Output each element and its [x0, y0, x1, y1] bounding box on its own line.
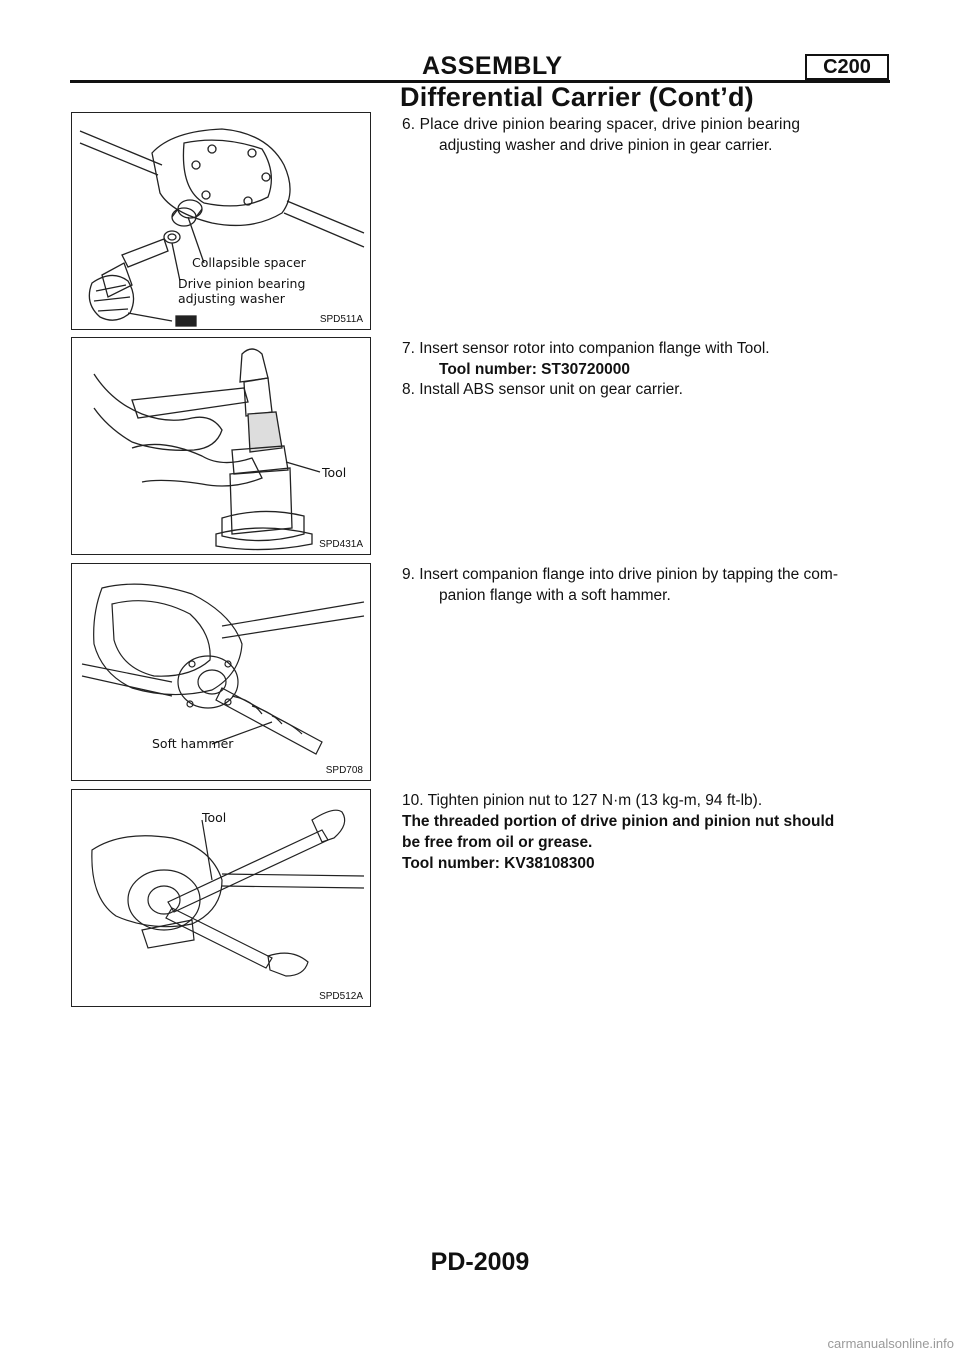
label-soft-hammer: Soft hammer [152, 736, 234, 751]
figure-spd511a [71, 112, 371, 330]
label-adjusting-washer: adjusting washer [178, 291, 285, 306]
step-9-line-1: 9. Insert companion flange into drive pinion by tapping the com- [402, 566, 838, 583]
step-8 [402, 379, 892, 400]
step-8-line-1: 8. Install ABS sensor unit on gear carrier. [402, 381, 683, 398]
label-tool: Tool [202, 810, 227, 825]
step-7-tool-number: Tool number: ST30720000 [439, 361, 630, 378]
step-6-line-2: adjusting washer and drive pinion in gear carrier. [439, 137, 773, 154]
step-10-tool-number: Tool number: KV38108300 [402, 855, 595, 872]
step-10-note-line-2: be free from oil or grease. [402, 834, 593, 851]
step-10 [402, 790, 892, 811]
label-collapsible-spacer: Collapsible spacer [192, 255, 306, 270]
step-9-line-2: panion flange with a soft hammer. [439, 587, 671, 604]
label-tool: Tool [322, 465, 347, 480]
page-header [0, 0, 960, 110]
sensor-rotor-tool-illustration [72, 338, 371, 555]
section-title: ASSEMBLY [422, 52, 563, 80]
figure-code: SPD708 [325, 765, 363, 776]
figure-spd431a [71, 337, 371, 555]
figure-spd512a [71, 789, 371, 1007]
watermark: carmanualsonline.info [827, 1336, 954, 1351]
step-6-line-1: 6. Place drive pinion bearing spacer, drive pinion bearing [402, 116, 801, 133]
step-9 [402, 564, 892, 606]
step-10-caution-note [402, 811, 892, 874]
figure-code: SPD511A [319, 314, 363, 325]
figure-code: SPD431A [319, 539, 363, 550]
section-subtitle: Differential Carrier (Cont’d) [400, 82, 754, 112]
step-7-line-1: 7. Insert sensor rotor into companion flange with Tool. [402, 340, 770, 357]
label-drive-pinion-bearing: Drive pinion bearing [178, 276, 306, 291]
model-badge: C200 [805, 54, 889, 80]
figure-spd708 [71, 563, 371, 781]
page-number: PD-2009 [430, 1248, 530, 1276]
step-7 [402, 338, 892, 380]
figure-code: SPD512A [319, 991, 363, 1002]
step-10-line-1: 10. Tighten pinion nut to 127 N·m (13 kg-m, 94 ft-lb). [402, 792, 763, 809]
step-10-note-line-1: The threaded portion of drive pinion and pinion nut should [402, 813, 835, 830]
step-6 [402, 114, 892, 156]
